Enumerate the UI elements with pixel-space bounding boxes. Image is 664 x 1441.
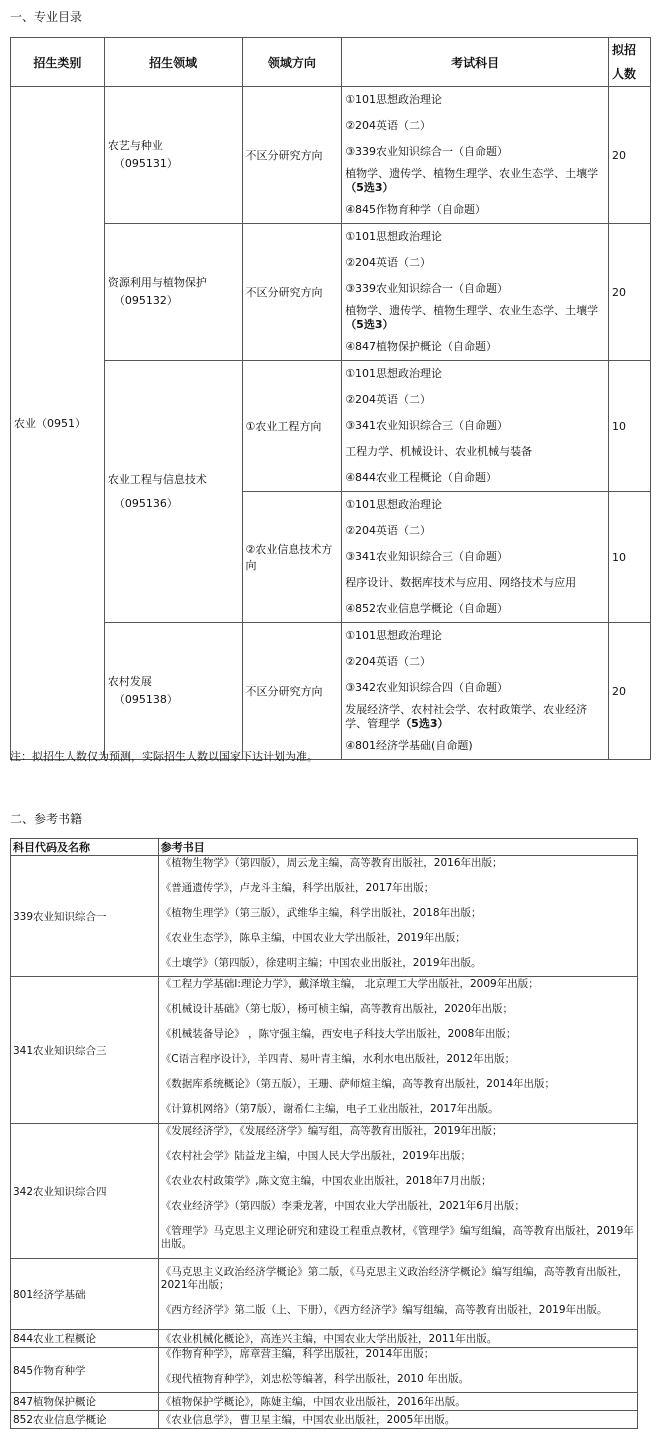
books-cell — [158, 1393, 637, 1411]
exam-item: ④852农业信息学概论（自命题） — [345, 602, 509, 615]
books-cell — [158, 1348, 637, 1393]
direction-cell: 不区分研究方向 — [242, 623, 342, 760]
exams-cell — [342, 361, 609, 492]
books-table — [10, 838, 638, 1429]
book-item: 《机械设计基础》（第七版），杨可桢主编，高等教育出版社，2020年出版； — [160, 1003, 514, 1015]
field-name: 农业工程与信息技术 — [107, 472, 207, 486]
exam-item: ③342农业知识综合四（自命题） — [345, 681, 509, 694]
field-cell — [104, 224, 242, 361]
exam-item: ②204英语（二） — [345, 119, 432, 132]
table-row — [11, 1348, 638, 1393]
subject-cell: 339农业知识综合一 — [11, 856, 159, 977]
subject-cell: 844农业工程概论 — [11, 1330, 159, 1348]
field-name: 资源利用与植物保护 — [107, 276, 207, 289]
field-code: （095132） — [113, 294, 178, 307]
catalog-table — [10, 37, 651, 760]
exams-cell — [342, 623, 609, 760]
table-row — [11, 1330, 638, 1348]
book-item: 《植物生物学》（第四版），周云龙主编，高等教育出版社，2016年出版； — [160, 856, 503, 869]
books-cell — [158, 1124, 637, 1259]
exam-subjects: 发展经济学、农村社会学、农村政策学、农业经济学、管理学 — [345, 703, 588, 730]
direction-cell: ①农业工程方向 — [242, 361, 342, 492]
exam-item: ①101思想政治理论 — [345, 367, 443, 380]
subject-cell: 341农业知识综合三 — [11, 977, 159, 1124]
quota-cell: 20 — [609, 87, 651, 224]
exam-item — [345, 701, 605, 733]
subject-cell: 801经济学基础 — [11, 1259, 159, 1330]
subject-cell: 852农业信息学概论 — [11, 1411, 159, 1429]
quota-note: 注：拟招生人数仅为预测，实际招生人数以国家下达计划为准。 — [10, 750, 318, 763]
quota-cell: 10 — [609, 492, 651, 623]
table-row — [11, 1259, 638, 1330]
exam-item: ②204英语（二） — [345, 256, 432, 269]
book-item: 《植物生理学》（第三版），武维华主编，科学出版社，2018年出版； — [160, 906, 482, 919]
book-item: 《作物育种学》，席章营主编，科学出版社，2014年出版； — [160, 1348, 435, 1360]
header-direction: 领域方向 — [242, 38, 342, 87]
exams-cell — [342, 492, 609, 623]
header-type: 招生类别 — [11, 38, 105, 87]
exam-item: ②204英语（二） — [345, 393, 432, 406]
books-cell — [158, 1330, 637, 1348]
section-title-books: 二、参考书籍 — [10, 812, 83, 826]
book-item: 《马克思主义政治经济学概论》第二版，《马克思主义政治经济学概论》编写组编，高等教育出版社，2021年出版； — [160, 1265, 629, 1291]
header-subject: 科目代码及名称 — [11, 839, 159, 856]
table-row — [11, 977, 638, 1124]
exam-item: ③341农业知识综合三（自命题） — [345, 419, 509, 432]
book-item: 《现代植物育种学》，刘忠松等编著，科学出版社，2010 年出版。 — [160, 1373, 470, 1385]
catalog-header-row — [11, 38, 651, 87]
exam-subjects: 植物学、遗传学、植物生理学、农业生态学、土壤学 — [345, 167, 599, 180]
book-item: 《农业机械化概论》，高连兴主编，中国农业大学出版社，2011年出版。 — [160, 1333, 498, 1345]
exam-item: ③339农业知识综合一（自命题） — [345, 145, 509, 158]
exam-item — [345, 165, 605, 197]
table-row — [11, 856, 638, 977]
field-cell — [104, 623, 242, 760]
quota-cell: 20 — [609, 224, 651, 361]
exam-item: ④845作物育种学（自命题） — [345, 203, 487, 216]
books-header-row — [11, 839, 638, 856]
book-item: 《普通遗传学》，卢龙斗主编，科学出版社，2017年出版； — [160, 881, 435, 894]
exam-item: ②204英语（二） — [345, 524, 432, 537]
direction-cell: ②农业信息技术方向 — [242, 492, 342, 623]
exam-item: ④801经济学基础(自命题) — [345, 739, 473, 752]
book-item: 《农业经济学》（第四版）李秉龙著，中国农业大学出版社，2021年6月出版； — [160, 1200, 525, 1212]
book-item: 《农业农村政策学》,陈文宽主编，中国农业出版社，2018年7月出版； — [160, 1175, 492, 1187]
field-name: 农村发展 — [107, 675, 152, 688]
table-row — [11, 1124, 638, 1259]
exam-item: ①101思想政治理论 — [345, 629, 443, 642]
direction-cell: 不区分研究方向 — [242, 224, 342, 361]
books-cell — [158, 977, 637, 1124]
header-field: 招生领域 — [104, 38, 242, 87]
books-cell — [158, 1259, 637, 1330]
table-row — [11, 224, 651, 361]
exam-item — [345, 302, 605, 334]
exam-item: ②204英语（二） — [345, 655, 432, 668]
category-cell: 农业（0951） — [11, 87, 105, 760]
table-row — [11, 87, 651, 224]
books-cell — [158, 1411, 637, 1429]
exam-item: ①101思想政治理论 — [345, 93, 443, 106]
exams-cell — [342, 87, 609, 224]
exam-item: ①101思想政治理论 — [345, 230, 443, 243]
header-exams: 考试科目 — [342, 38, 609, 87]
book-item: 《数据库系统概论》（第五版），王珊、萨师煊主编，高等教育出版社，2014年出版； — [160, 1078, 556, 1090]
direction-cell: 不区分研究方向 — [242, 87, 342, 224]
field-cell — [104, 87, 242, 224]
exam-choice: （5选3） — [345, 181, 394, 194]
exam-item: ③339农业知识综合一（自命题） — [345, 282, 509, 295]
exam-item: 程序设计、数据库技术与应用、网络技术与应用 — [345, 576, 577, 589]
table-row — [11, 361, 651, 492]
exam-item: 工程力学、机械设计、农业机械与装备 — [345, 445, 533, 458]
table-row — [11, 1393, 638, 1411]
book-item: 《土壤学》（第四版），徐建明主编；中国农业出版社，2019年出版。 — [160, 956, 482, 969]
field-code: （095136） — [113, 496, 178, 510]
books-cell — [158, 856, 637, 977]
book-item: 《工程力学基础I:理论力学》，戴泽墩主编， 北京理工大学出版社，2009年出版； — [160, 978, 539, 990]
subject-cell: 342农业知识综合四 — [11, 1124, 159, 1259]
subject-cell: 847植物保护概论 — [11, 1393, 159, 1411]
book-item: 《农业信息学》，曹卫星主编，中国农业出版社，2005年出版。 — [160, 1414, 456, 1426]
book-item: 《管理学》马克思主义理论研究和建设工程重点教材，《管理学》编写组编，高等教育出版社，2019年出版。 — [160, 1225, 634, 1250]
exam-item: ④847植物保护概论（自命题） — [345, 340, 498, 353]
field-cell — [104, 361, 242, 623]
book-item: 《发展经济学》，《发展经济学》编写组，高等教育出版社，2019年出版； — [160, 1125, 503, 1137]
exams-cell — [342, 224, 609, 361]
book-item: 《西方经济学》第二版（上、下册），《西方经济学》编写组编，高等教育出版社，2019年出版。 — [160, 1303, 608, 1316]
book-item: 《植物保护学概论》，陈婕主编，中国农业出版社，2016年出版。 — [160, 1396, 466, 1408]
field-code: （095138） — [113, 693, 178, 706]
exam-item: ①101思想政治理论 — [345, 498, 443, 511]
field-code: （095131） — [113, 157, 178, 170]
book-item: 《农业生态学》，陈阜主编，中国农业大学出版社，2019年出版； — [160, 931, 466, 944]
table-row — [11, 1411, 638, 1429]
book-item: 《机械装备导论》 ，陈守强主编，西安电子科技大学出版社，2008年出版； — [160, 1028, 517, 1040]
header-books: 参考书目 — [158, 839, 637, 856]
subject-cell: 845作物育种学 — [11, 1348, 159, 1393]
book-item: 《C语言程序设计》，羊四青、易叶青主编，水利水电出版社，2012年出版； — [160, 1053, 516, 1065]
field-name: 农艺与种业 — [107, 139, 163, 152]
exam-subjects: 植物学、遗传学、植物生理学、农业生态学、土壤学 — [345, 304, 599, 317]
section-title-catalog: 一、专业目录 — [10, 10, 83, 24]
quota-cell: 10 — [609, 361, 651, 492]
book-item: 《农村社会学》陆益龙主编，中国人民大学出版社，2019年出版； — [160, 1150, 472, 1162]
table-row — [11, 623, 651, 760]
quota-cell: 20 — [609, 623, 651, 760]
exam-item: ③341农业知识综合三（自命题） — [345, 550, 509, 563]
exam-choice: （5选3） — [345, 318, 394, 331]
header-quota: 拟招人数 — [609, 38, 651, 87]
exam-choice: （5选3） — [400, 717, 449, 730]
exam-item: ④844农业工程概论（自命题） — [345, 471, 498, 484]
book-item: 《计算机网络》（第7版），谢希仁主编，电子工业出版社，2017年出版。 — [160, 1103, 499, 1115]
